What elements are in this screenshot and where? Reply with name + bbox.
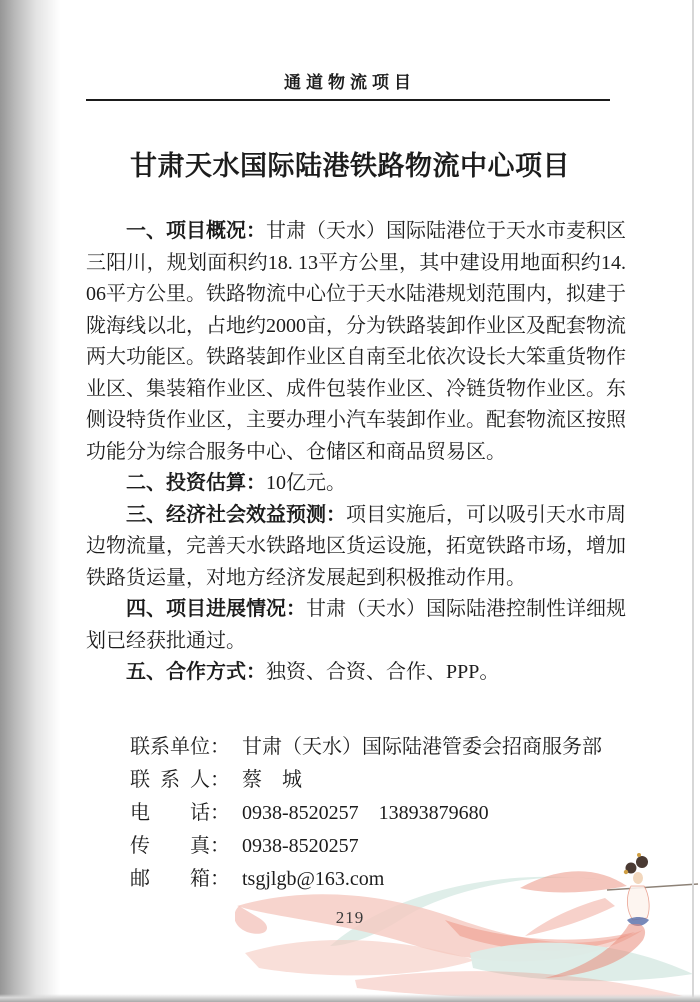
section-cooperation-label: 五、合作方式： bbox=[126, 661, 266, 683]
section-cooperation bbox=[86, 657, 626, 689]
section-investment-text: 10亿元。 bbox=[266, 472, 346, 494]
section-progress-text: 甘肃（天水）国际陆港控制性详细规划已经获批通过。 bbox=[86, 598, 626, 652]
section-benefit-label: 三、经济社会效益预测： bbox=[126, 503, 346, 526]
section-progress-label: 四、项目进展情况： bbox=[126, 598, 306, 620]
section-overview-text: 甘肃（天水）国际陆港位于天水市麦积区三阳川，规划面积约18. 13平方公里，其中建设用地面积约14. 06平方公里。铁路物流中心位于天水陆港规划范围内，拟建于陇海线以北，占地约2000亩，分为铁路装卸作业区及配套物流两大功能区。铁路装卸作业区自南至北依次设长大笨重货物作业区、集装箱作业区、成件包装作业区、冷链货物作业区。东侧设特货作业区，主要办理小汽车装卸作业。配套物流区按照功能分为综合服务中心、仓储区和商品贸易区。 bbox=[86, 220, 626, 463]
section-overview bbox=[86, 216, 626, 468]
contact-fax-value: 0938-8520257 bbox=[242, 835, 359, 857]
contact-colon: ： bbox=[210, 769, 230, 791]
section-investment bbox=[86, 468, 626, 500]
contact-unit-label: 联系单位 bbox=[130, 736, 210, 758]
contact-row-email bbox=[130, 863, 630, 896]
section-investment-label: 二、投资估算： bbox=[126, 472, 266, 494]
figure-face bbox=[633, 872, 643, 884]
contact-unit-value: 甘肃（天水）国际陆港管委会招商服务部 bbox=[242, 736, 602, 758]
running-header: 通道物流项目 bbox=[284, 73, 416, 92]
section-benefit bbox=[86, 500, 626, 595]
contact-row-person bbox=[130, 764, 630, 797]
contact-fax-label: 传真 bbox=[130, 835, 210, 857]
page-title: 甘肃天水国际陆港铁路物流中心项目 bbox=[130, 151, 570, 181]
document-body bbox=[86, 216, 626, 689]
contact-email-value: tsgjlgb@163.com bbox=[242, 868, 385, 890]
section-progress bbox=[86, 594, 626, 657]
contact-row-phone bbox=[130, 797, 630, 830]
section-benefit-text: 项目实施后，可以吸引天水市周边物流量，完善天水铁路地区货运设施，拓宽铁路市场，增加铁路货运量，对地方经济发展起到积极推动作用。 bbox=[86, 503, 626, 589]
section-cooperation-text: 独资、合资、合作、PPP。 bbox=[266, 661, 500, 683]
contact-colon: ： bbox=[210, 802, 230, 824]
contact-person-label: 联系人 bbox=[130, 769, 210, 791]
contact-block bbox=[130, 731, 630, 896]
contact-person-value: 蔡 城 bbox=[242, 769, 302, 791]
contact-colon: ： bbox=[210, 835, 230, 857]
contact-phone-value: 0938-8520257 13893879680 bbox=[242, 802, 489, 824]
contact-colon: ： bbox=[210, 868, 230, 890]
section-overview-label: 一、项目概况： bbox=[126, 220, 266, 242]
hair-bun-right bbox=[636, 856, 648, 868]
header-rule bbox=[86, 99, 610, 101]
contact-phone-label: 电话 bbox=[130, 802, 210, 824]
contact-email-label: 邮箱 bbox=[130, 868, 210, 890]
gold-ornament-right bbox=[637, 853, 641, 857]
contact-row-unit bbox=[130, 731, 630, 764]
contact-colon: ： bbox=[210, 736, 230, 758]
contact-row-fax bbox=[130, 830, 630, 863]
page-number: 219 bbox=[335, 908, 365, 927]
